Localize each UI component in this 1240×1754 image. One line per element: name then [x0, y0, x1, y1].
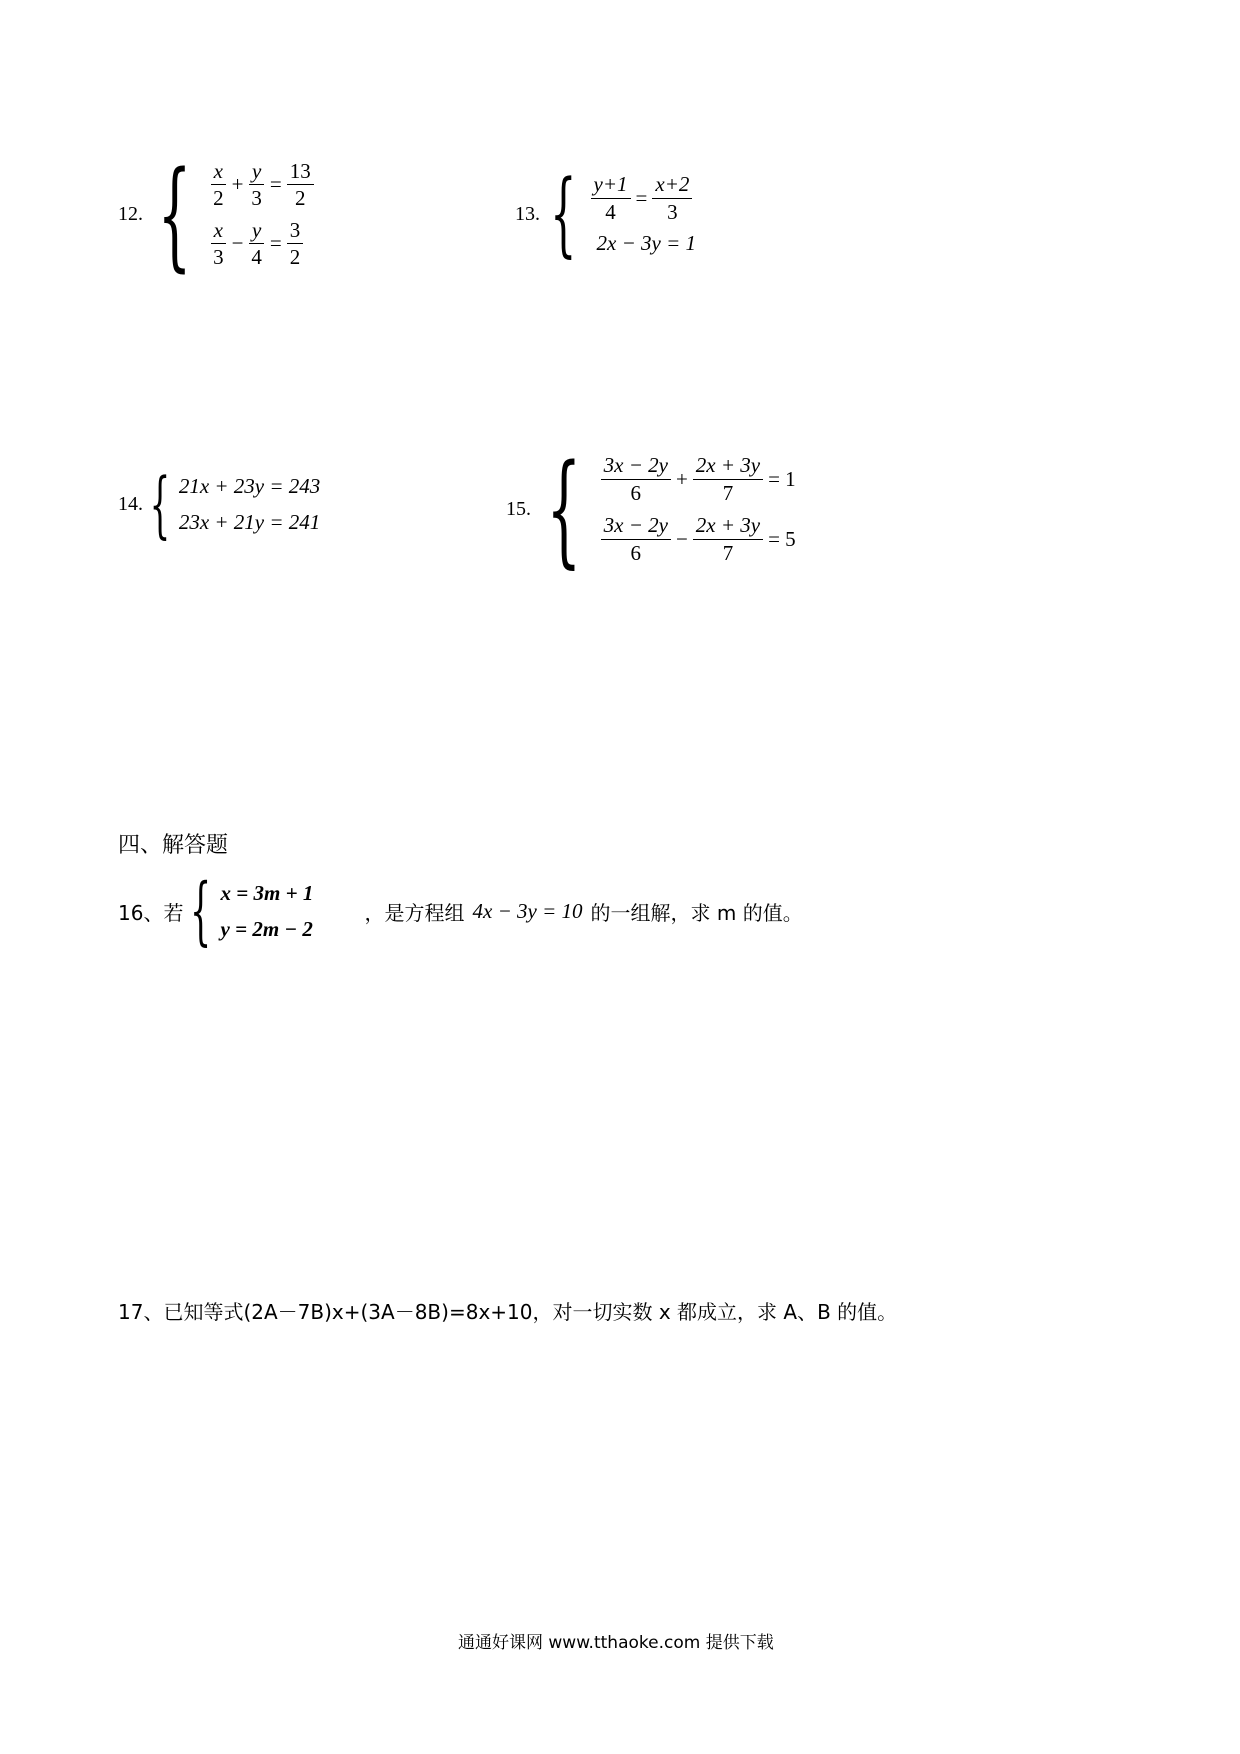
- page-footer: 通通好课网 www.tthaoke.com 提供下载: [458, 1633, 774, 1653]
- problem-14: [118, 462, 321, 546]
- question-16-prefix: 16、若: [118, 900, 184, 925]
- problem-15-equations: [599, 449, 799, 569]
- problem-12-label: 12.: [118, 202, 143, 225]
- problem-13-label: 13.: [515, 202, 540, 225]
- question-16-middle: ，是方程组: [364, 900, 465, 925]
- question-16-equation: 4x − 3y = 10: [472, 898, 583, 923]
- problem-13-equations: [589, 169, 696, 259]
- problem-12-equations: [208, 155, 316, 273]
- problem-14-eq1: 21x + 23y = 243: [178, 473, 321, 498]
- left-brace: {: [190, 868, 212, 954]
- question-17: 17、已知等式(2A－7B)x+(3A－8B)=8x+10，对一切实数 x 都成立，求 A、B 的值。: [118, 1300, 898, 1324]
- problem-12: [118, 145, 316, 283]
- problem-13: [515, 160, 697, 267]
- problem-15-eq2: $\frac{3x - 2y}{6}$ − $\frac{2x + 3y}{7}$ = 5: [599, 513, 799, 564]
- problem-13-eq1: $\frac{y+1}{4}$ = $\frac{x+2}{3}$: [589, 172, 696, 223]
- left-brace: {: [546, 438, 582, 580]
- problem-15-label: 15.: [506, 497, 531, 520]
- problem-14-equations: [179, 468, 320, 540]
- section-title: 四、解答题: [118, 833, 229, 858]
- question-16-eq1: x = 3m + 1: [220, 880, 314, 905]
- left-brace: {: [550, 160, 577, 267]
- left-brace: {: [157, 145, 192, 283]
- problem-15-eq1: $\frac{3x - 2y}{6}$ + $\frac{2x + 3y}{7}$ = 1: [599, 453, 799, 504]
- left-brace: {: [149, 462, 171, 546]
- question-16-suffix: 的一组解，求 m 的值。: [590, 900, 803, 925]
- question-16: [118, 868, 803, 954]
- question-16-eq2: y = 2m − 2: [220, 916, 313, 941]
- problem-15: [506, 438, 799, 580]
- problem-13-eq2: 2x − 3y = 1: [596, 230, 697, 255]
- problem-14-label: 14.: [118, 492, 143, 515]
- problem-14-eq2: 23x + 21y = 241: [178, 509, 321, 534]
- question-16-system: [221, 875, 349, 947]
- problem-12-eq2: $\frac{x}{3}$ − $\frac{y}{4}$ = $\frac{3}{2}$: [208, 218, 316, 269]
- problem-12-eq1: $\frac{x}{2}$ + $\frac{y}{3}$ = $\frac{13}{2}$: [208, 159, 316, 210]
